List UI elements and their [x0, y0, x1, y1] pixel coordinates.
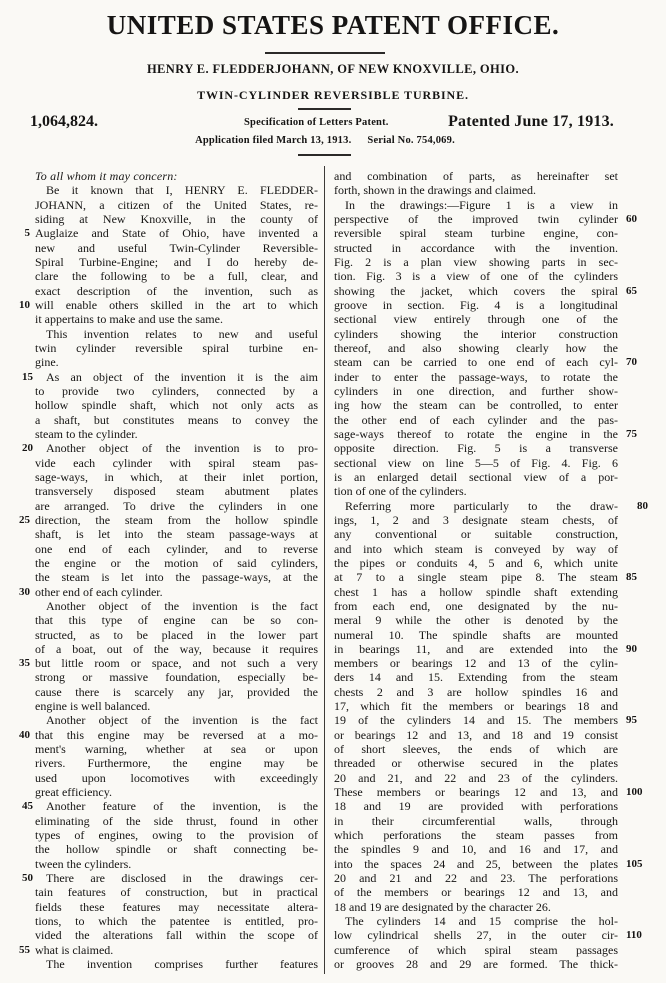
text-line [35, 312, 318, 326]
text-line-content: reversible spiral steam turbine engine, con- [334, 226, 618, 241]
text-line-content: to provide two cylinders, connected by a [35, 383, 318, 398]
text-line [334, 613, 618, 627]
text-line [334, 656, 618, 670]
text-line-content: great efficiency. [35, 785, 112, 800]
text-line [22, 441, 318, 456]
text-line-content: threaded or otherwise secured in the plates [334, 756, 618, 771]
text-line-content: members or bearings 12 and 13 of the cylin- [334, 656, 618, 671]
text-line [35, 685, 318, 699]
text-line-content: sage-ways, in which, at their inlet portion, [35, 469, 318, 484]
text-line [24, 226, 318, 241]
text-line [19, 727, 318, 742]
text-line [35, 713, 318, 727]
text-line [19, 584, 318, 599]
text-line-content: and into which steam is conveyed by way of [334, 541, 618, 556]
text-line-content: that this type of engine can be so con- [35, 613, 318, 628]
text-line [35, 198, 318, 212]
text-line [35, 212, 318, 226]
text-line-content: the hollow spindle or shaft connecting be- [35, 842, 318, 857]
text-line [334, 456, 618, 470]
invention-title: TWIN-CYLINDER REVERSIBLE TURBINE. [197, 88, 469, 102]
text-line-content: steam to the cylinder. [35, 426, 138, 441]
patent-number-row [0, 113, 666, 133]
text-line [334, 785, 643, 800]
text-line [334, 756, 618, 770]
text-line-content: low cylindrical shells 27, in the outer cir- [334, 928, 618, 943]
text-line-content: is an enlarged detail sectional view of a por- [334, 469, 618, 484]
text-line [334, 384, 618, 398]
text-line [334, 585, 618, 599]
text-line [35, 756, 318, 770]
text-line-content: showing the jacket, which covers the spiral [334, 283, 618, 298]
text-line [35, 341, 318, 355]
text-line [334, 670, 618, 684]
line-number: 100 [626, 786, 643, 799]
text-line-content: the spindles 9 and 10, and 16 and 17, and [334, 842, 618, 857]
text-line [334, 211, 637, 226]
text-line [334, 398, 618, 412]
text-line [334, 914, 618, 928]
text-line [334, 828, 618, 842]
text-line [35, 484, 318, 498]
text-line-content: engine is well balanced. [35, 699, 151, 714]
text-line [334, 713, 637, 728]
line-number: 35 [19, 657, 30, 670]
text-line-content: or grooves 28 and 29 are formed. The thick- [334, 957, 618, 972]
text-line-content: structed, as to be placed in the lower part [35, 627, 318, 642]
text-line [334, 441, 618, 455]
text-line-content: siding at New Knoxville, in the county of [35, 211, 318, 226]
text-line-content: sectional view entirely through one of the [334, 312, 618, 327]
line-number: 5 [24, 227, 30, 240]
text-line-content: eliminating of the side thrust, found in other [35, 813, 318, 828]
text-line-content: strong or massive foundation, especially be- [35, 670, 318, 685]
text-line [334, 169, 618, 183]
text-line [334, 943, 618, 957]
text-line [334, 370, 618, 384]
right-column [334, 169, 648, 972]
text-line-content: the steam is let into the passage-ways, at the [35, 570, 318, 585]
text-line [35, 413, 318, 427]
text-line-content: of short sleeves, the ends of which are [334, 742, 618, 757]
left-column [19, 169, 318, 972]
header-rule-small [298, 108, 351, 110]
text-line-content: Be it known that I, HENRY E. FLEDDER- [46, 183, 318, 198]
text-line-content: a shaft, but constitutes means to convey the [35, 412, 318, 427]
text-line-content: will enable others skilled in the art to which [35, 297, 318, 312]
text-line-content: hollow spindle shaft, which not only acts as [35, 398, 318, 413]
text-line [334, 470, 618, 484]
text-line [35, 398, 318, 412]
text-line [35, 599, 318, 613]
text-line-content: Referring more particularly to the draw- [345, 498, 618, 513]
text-line-content: it appertains to make and use the same. [35, 312, 223, 327]
text-line [35, 556, 318, 570]
text-line [35, 456, 318, 470]
text-line [22, 871, 318, 886]
text-line [35, 527, 318, 541]
text-line [334, 570, 637, 585]
line-number: 90 [626, 642, 637, 655]
text-line [35, 613, 318, 627]
text-line-content: rivers. Furthermore, the engine may be [35, 756, 318, 771]
patent-number: 1,064,824. [30, 113, 98, 130]
text-line [334, 269, 618, 283]
text-line-content: There are disclosed in the drawings cer- [46, 871, 318, 886]
text-line-content: at 7 to a single steam pipe 8. The steam [334, 570, 618, 585]
text-line-content: Another object of the invention is the fact [46, 713, 318, 728]
text-line [35, 828, 318, 842]
text-line-content: exact description of the invention, such as [35, 283, 318, 298]
text-line-content: opposite direction. Fig. 5 is a transverse [334, 441, 618, 456]
text-line [35, 284, 318, 298]
text-line [334, 498, 648, 513]
text-line-content: tions, to which the patentee is entitled, pro- [35, 914, 318, 929]
text-line [35, 900, 318, 914]
text-line-content: transversely disposed steam abutment plates [35, 484, 318, 499]
text-line [334, 900, 618, 914]
specification-label: Specification of Letters Patent. [244, 117, 389, 128]
text-line [35, 642, 318, 656]
text-line [334, 814, 618, 828]
text-line [35, 255, 318, 269]
text-line [334, 283, 637, 298]
patented-date: Patented June 17, 1913. [448, 113, 614, 130]
text-line-content: chest 1 has a hollow spindle shaft extending [334, 584, 618, 599]
text-line-content: shaft, is let into the steam passage-ways at [35, 527, 318, 542]
text-line-content: Fig. 2 is a plan view showing parts in sec- [334, 254, 618, 269]
text-line [35, 355, 318, 369]
text-line [35, 470, 318, 484]
text-line-content: used upon locomotives with exceedingly [35, 770, 318, 785]
text-line [334, 728, 618, 742]
text-line [334, 542, 618, 556]
text-line-content: the other end of each cylinder and the pas- [334, 412, 618, 427]
text-line [334, 312, 618, 326]
text-line-content: 20 and 21 and 22 and 23. The perforations [334, 871, 618, 886]
text-line-content: 18 and 19 are designated by the character 26. [334, 899, 551, 914]
serial-number: Serial No. 754,069. [367, 135, 455, 146]
text-line-content: thereof, and also showing clearly how the [334, 340, 618, 355]
text-line [19, 656, 318, 671]
text-line-content: JOHANN, a citizen of the United States, re- [35, 197, 318, 212]
text-line-content: 20 and 21, and 22 and 23 of the cylinders. [334, 770, 618, 785]
text-line [35, 628, 318, 642]
text-line [35, 169, 318, 183]
line-number: 15 [22, 370, 33, 383]
text-line [35, 928, 318, 942]
text-line-content: are arranged. To drive the cylinders in one [35, 498, 318, 513]
text-line-content: sage-ways thereof to rotate the engine in the [334, 426, 618, 441]
line-number: 55 [19, 943, 30, 956]
text-line-content: The invention comprises further features [46, 957, 318, 972]
text-line [35, 857, 318, 871]
text-line [35, 384, 318, 398]
text-line [35, 570, 318, 584]
text-line-content: 17, which fit the members or bearings 18 and [334, 699, 618, 714]
text-line-content: what is claimed. [35, 942, 114, 957]
text-line-content: clare the following to be a full, clear, and [35, 269, 318, 284]
text-line [22, 799, 318, 814]
text-line-content: The cylinders 14 and 15 comprise the hol- [345, 914, 618, 929]
text-line [334, 226, 618, 240]
footer-rule [298, 154, 351, 156]
text-line-content: chests 2 and 3 are hollow spindles 16 and [334, 684, 618, 699]
line-number: 75 [626, 427, 637, 440]
text-line-content: tween the cylinders. [35, 856, 132, 871]
text-line [334, 198, 618, 212]
text-line [334, 513, 618, 527]
text-line [35, 814, 318, 828]
text-line [334, 527, 618, 541]
text-line-content: Auglaize and State of Ohio, have invented a [35, 226, 318, 241]
text-line [35, 742, 318, 756]
text-line [334, 885, 618, 899]
text-line-content: groove in section. Fig. 4 is a longitudinal [334, 297, 618, 312]
text-line-content: As an object of the invention it is the aim [46, 369, 318, 384]
text-line [334, 742, 618, 756]
text-line-content: ment's warning, whether at sea or upon [35, 742, 318, 757]
text-line [334, 628, 618, 642]
text-line [35, 327, 318, 341]
line-number: 50 [22, 872, 33, 885]
line-number: 60 [626, 212, 637, 225]
text-line [22, 369, 318, 384]
text-line [334, 685, 618, 699]
text-line-content: cylinders in one direction, and further show- [334, 383, 618, 398]
text-line [334, 241, 618, 255]
line-number: 95 [626, 714, 637, 727]
text-line-content: vided the alterations fall within the scope of [35, 928, 318, 943]
line-number: 105 [626, 857, 643, 870]
text-line-content: 18 and 19 are provided with perforations [334, 799, 618, 814]
text-line [334, 957, 618, 971]
text-line [35, 842, 318, 856]
text-line-content: any conventional or suitable construction, [334, 527, 618, 542]
line-number: 65 [626, 284, 637, 297]
text-line-content: Another object of the invention is to pro- [46, 441, 318, 456]
text-line [35, 670, 318, 684]
text-line [334, 771, 618, 785]
text-line-content: the engine or the motion of said cylinders, [35, 555, 318, 570]
text-line [334, 842, 618, 856]
text-line-content: into the spaces 24 and 25, between the plates [334, 856, 618, 871]
line-number: 25 [19, 513, 30, 526]
text-line-content: Spiral Turbine-Engine; and I do hereby de- [35, 254, 318, 269]
text-line-content: cumference of which spiral steam passages [334, 942, 618, 957]
line-number: 80 [637, 499, 648, 512]
text-line-content: new and useful Twin-Cylinder Reversible- [35, 240, 318, 255]
text-line [334, 341, 618, 355]
line-number: 40 [19, 728, 30, 741]
text-line [35, 241, 318, 255]
text-line-content: perspective of the improved twin cylinder [334, 211, 618, 226]
text-line-content: Another object of the invention is the fact [46, 598, 318, 613]
text-line [35, 885, 318, 899]
text-line [35, 957, 318, 971]
text-line-content: This invention relates to new and useful [46, 326, 318, 341]
text-line-content: tion. Fig. 3 is a view of one of the cylinders [334, 269, 618, 284]
text-line [334, 426, 637, 441]
line-number: 20 [22, 442, 33, 455]
text-line [35, 499, 318, 513]
column-divider [324, 166, 325, 974]
line-number: 10 [19, 298, 30, 311]
text-line-content: in bearings 11, and are extended into the [334, 641, 618, 656]
text-line [334, 327, 618, 341]
text-line-content: and combination of parts, as hereinafter set [334, 169, 618, 183]
text-line-content: the pipes or conduits 4, 5 and 6, which unite [334, 555, 618, 570]
text-line-content: 19 of the cylinders 14 and 15. The members [334, 713, 618, 728]
inventor-line: HENRY E. FLEDDERJOHANN, OF NEW KNOXVILLE, OHIO. [146, 62, 520, 76]
text-line [35, 785, 318, 799]
text-line-content: ders 14 and 15. Extending from the steam [334, 670, 618, 685]
text-line [35, 699, 318, 713]
text-line [334, 355, 637, 370]
text-line-content: ings, 1, 2 and 3 designate steam chests, of [334, 512, 618, 527]
text-line [334, 928, 642, 943]
text-line [334, 699, 618, 713]
text-line-content: tion of one of the cylinders. [334, 484, 467, 499]
line-number: 85 [626, 571, 637, 584]
text-line-content: tain features of construction, but in practical [35, 885, 318, 900]
text-line [19, 942, 318, 957]
text-line-content: direction, the steam from the hollow spindle [35, 512, 318, 527]
text-line-content: ing how the steam can be controlled, to enter [334, 398, 618, 413]
text-line-content: fields these features may necessitate altera- [35, 899, 318, 914]
text-line-content: vide each cylinder with spiral steam pas- [35, 455, 318, 470]
text-line-content: in their circumferential walls, through [334, 813, 618, 828]
text-line-content: of the members or bearings 12 and 13, and [334, 885, 618, 900]
text-line [35, 542, 318, 556]
text-line-content: These members or bearings 12 and 13, and [334, 785, 618, 800]
text-line-content: cylinders showing the interior construction [334, 326, 618, 341]
text-line [334, 255, 618, 269]
line-number: 110 [626, 929, 642, 942]
application-filed: Application filed March 13, 1913. [195, 135, 352, 146]
text-line-content: that this engine may be reversed at a mo- [35, 727, 318, 742]
text-line [334, 298, 618, 312]
text-line-content: twin cylinder reversible spiral turbine en- [35, 340, 318, 355]
text-line-content: In the drawings:—Figure 1 is a view in [345, 197, 618, 212]
text-line-content: inder to enter the passage-ways, to rotate the [334, 369, 618, 384]
text-line-content: one end of each cylinder, and to reverse [35, 541, 318, 556]
text-line [334, 599, 618, 613]
text-line [334, 871, 618, 885]
title-rule [265, 52, 385, 54]
text-line [334, 413, 618, 427]
text-line [19, 297, 318, 312]
text-line-content: gine. [35, 355, 59, 370]
text-line [334, 641, 637, 656]
text-line-content: or bearings 12 and 13, and 18 and 19 consist [334, 727, 618, 742]
text-line [334, 556, 618, 570]
text-line-content: cause there is scarcely any jar, provided the [35, 684, 318, 699]
text-line-content: forth, shown in the drawings and claimed. [334, 183, 536, 198]
line-number: 45 [22, 800, 33, 813]
text-line-content: Another feature of the invention, is the [46, 799, 318, 814]
text-line-content: of a boat, out of the way, because it requires [35, 641, 318, 656]
text-line-content: meral 9 while the other is denoted by the [334, 613, 618, 628]
text-line-content: structed in accordance with the invention. [334, 240, 618, 255]
text-line-content: To all whom it may concern: [35, 169, 178, 183]
application-line [0, 135, 650, 146]
text-line [334, 183, 618, 197]
text-line [19, 512, 318, 527]
text-line [35, 427, 318, 441]
text-line-content: steam can be carried to one end of each cyl- [334, 355, 618, 370]
text-line [334, 856, 643, 871]
line-number: 70 [626, 356, 637, 369]
text-line [334, 799, 618, 813]
text-line-content: sectional view on line 5—5 of Fig. 4. Fig. 6 [334, 455, 618, 470]
text-line-content: but little room or space, and not such a very [35, 656, 318, 671]
text-line [35, 183, 318, 197]
text-line [35, 771, 318, 785]
text-line [35, 914, 318, 928]
text-line-content: other end of each cylinder. [35, 584, 163, 599]
text-line [334, 484, 618, 498]
text-line-content: which perforations the steam passes from [334, 828, 618, 843]
line-number: 30 [19, 585, 30, 598]
patent-office-title: UNITED STATES PATENT OFFICE. [106, 10, 560, 40]
text-line-content: numeral 10. The spindle shafts are mounted [334, 627, 618, 642]
text-line-content: from each end, one designated by the nu- [334, 598, 618, 613]
text-line-content: types of engines, owing to the provision of [35, 828, 318, 843]
text-line [35, 269, 318, 283]
